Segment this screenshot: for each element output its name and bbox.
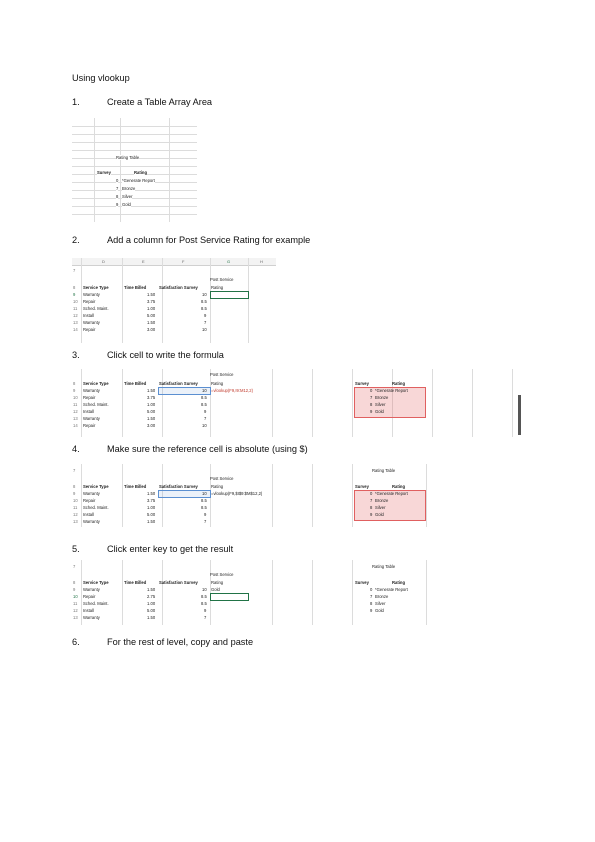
formula-relative[interactable]: =vlookup(F9,I9:M12,2) xyxy=(211,388,254,393)
rt-rating-0: *Generate Report xyxy=(122,178,155,183)
rt-rating-1: Bronze xyxy=(122,186,136,191)
step-2-number: 2. xyxy=(72,235,80,245)
selected-cell-g10[interactable] xyxy=(210,593,249,601)
rating-table-title: Rating Table xyxy=(116,155,140,160)
step-2-text: Add a column for Post Service Rating for example xyxy=(107,235,311,245)
step-6-number: 6. xyxy=(72,637,80,647)
selected-cell-g9[interactable] xyxy=(210,291,249,299)
rt-survey-2: 8 xyxy=(116,194,119,199)
rt-survey-1: 7 xyxy=(116,186,119,191)
rating-header: Rating xyxy=(134,170,148,175)
rt-rating-2: Silver xyxy=(122,194,133,199)
step-1-text: Create a Table Array Area xyxy=(107,97,213,107)
step-4-text: Make sure the reference cell is absolute (using $) xyxy=(107,444,308,454)
vlookup-result: Gold xyxy=(211,587,220,592)
sheet-screenshot-step5: 7 Rating Table Post Service 8 Service Type Time Billed Satisfaction Survey Rating Survey Rating 9 Warranty 1.50 10 Gold 0 *Generate Report 10 Repair 2.75 8.5 7 Bronze 11 Sched. Maint. 1.00 8.5 8 Silver 12 Install 5.00 9 9 Gold 13 Warranty 1.50 7 xyxy=(72,560,436,625)
col-header-e: E xyxy=(142,259,145,264)
rt-survey-0: 0 xyxy=(116,178,119,183)
document-heading: Using vlookup xyxy=(72,73,130,83)
post-service-label: Post Service xyxy=(210,277,234,282)
step-1-number: 1. xyxy=(72,97,80,107)
formula-absolute[interactable]: =vlookup(F9,$I$9:$M$12,2) xyxy=(211,491,263,496)
rt-rating-3: Gold xyxy=(122,202,131,207)
sheet-screenshot-step2: D E F G H 7 Post Service 8 Service Type Time Billed Satisfaction Survey Rating 9 Warranty 1.50 10 10 Repair 3.75 8.5 11 Sched. Maint. 1.00 8.5 12 Install 5.00 9 13 Warranty 1.50 7 14 Repair 3.00 10 xyxy=(72,258,276,343)
col-header-g: G xyxy=(227,259,231,264)
step-5-number: 5. xyxy=(72,544,80,554)
col-header-h: H xyxy=(260,259,263,264)
rt-survey-3: 9 xyxy=(116,202,119,207)
col-header-f: F xyxy=(182,259,185,264)
col-header-d: D xyxy=(102,259,105,264)
survey-header: Survey xyxy=(97,170,111,175)
sheet-screenshot-step3: Post Service 8 Service Type Time Billed Satisfaction Survey Rating Survey Rating 9 Warranty 1.50 10 =vlookup(F9,I9:M12,2) 0 *Generate Report 10 Repair 3.75 8.5 7 Bronze 11 Sched. Maint. 1.00 8.5 8 Silver 12 Install 5.00 9 9 Gold 13 Warranty 1.50 7 14 Repair 3.00 10 xyxy=(72,369,522,437)
step-5-text: Click enter key to get the result xyxy=(107,544,234,554)
step-6-text: For the rest of level, copy and paste xyxy=(107,637,254,647)
step-3-text: Click cell to write the formula xyxy=(107,350,224,360)
step-3-number: 3. xyxy=(72,350,80,360)
step-4-number: 4. xyxy=(72,444,80,454)
sheet-screenshot-step4: 7 Rating Table Post Service 8 Service Type Time Billed Satisfaction Survey Rating Survey Rating 9 Warranty 1.50 10 =vlookup(F9,$I$9:$M$12,2) 0 *Generate Report 10 Repair 3.75 8.5 7 Bronze 11 Sched. Maint. 1.00 8.5 8 Silver 12 Install 5.00 9 9 Gold 13 Warranty 1.50 7 xyxy=(72,464,436,527)
vertical-scrollbar[interactable] xyxy=(518,395,521,435)
rating-table-screenshot xyxy=(72,118,197,222)
